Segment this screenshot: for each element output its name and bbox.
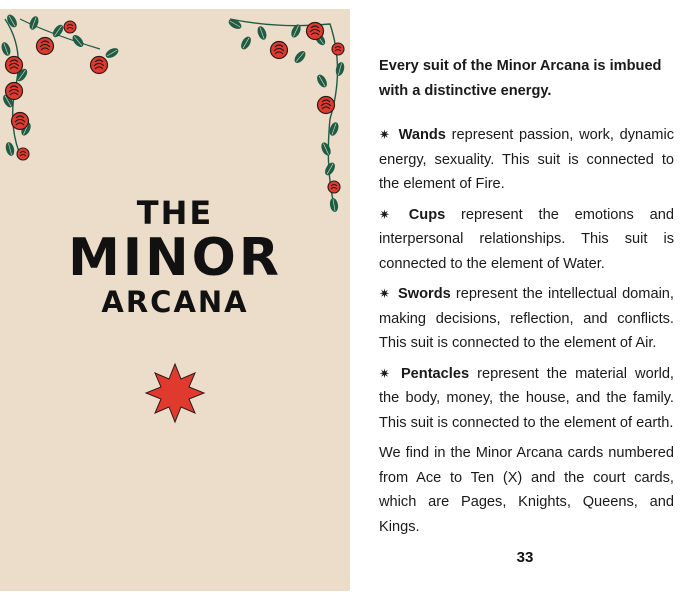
bullet-star-icon: ✷ xyxy=(379,365,390,381)
suit-description: represent passion, work, dynamic energy, sexuality. This suit is connected to the element of Fire. xyxy=(379,127,674,192)
suit-name: Swords xyxy=(398,286,451,302)
suit-paragraph-wands xyxy=(379,123,674,197)
suit-paragraph-swords xyxy=(379,282,674,356)
body-text xyxy=(379,54,674,539)
suit-description: represent the intellectual domain, making decisions, reflection, and conflicts. This suit is connected to the element of Air. xyxy=(379,286,674,351)
title-line-the: THE xyxy=(136,194,214,232)
suit-description: represent the material world, the body, money, the house, and the family. This suit is connected to the element of earth. xyxy=(379,365,674,431)
suit-name: Cups xyxy=(408,206,446,223)
intro-paragraph: Every suit of the Minor Arcana is imbued with a distinctive energy. xyxy=(379,58,662,99)
page-number: 33 xyxy=(516,549,534,566)
bullet-star-icon: ✷ xyxy=(379,127,390,142)
title-line-arcana: ARCANA xyxy=(101,285,249,319)
suit-paragraph-pentacles xyxy=(379,362,674,436)
right-page xyxy=(350,0,700,600)
title-line-minor: MINOR xyxy=(68,228,282,288)
suit-name: Pentacles xyxy=(400,365,470,382)
closing-paragraph: We find in the Minor Arcana cards numbered from Ace to Ten (X) and the court cards, which are Pages, Knights, Queens, and Kings. xyxy=(379,445,674,535)
eight-pointed-star-icon xyxy=(144,362,206,424)
left-page xyxy=(0,9,350,591)
bullet-star-icon: ✷ xyxy=(379,206,390,222)
suit-name: Wands xyxy=(398,127,446,143)
suit-paragraph-cups xyxy=(379,203,674,277)
suit-description: represent the emotions and interpersonal relationships. This suit is connected to the element of Water. xyxy=(379,206,675,272)
bullet-star-icon: ✷ xyxy=(379,286,390,301)
page-title xyxy=(0,195,350,319)
